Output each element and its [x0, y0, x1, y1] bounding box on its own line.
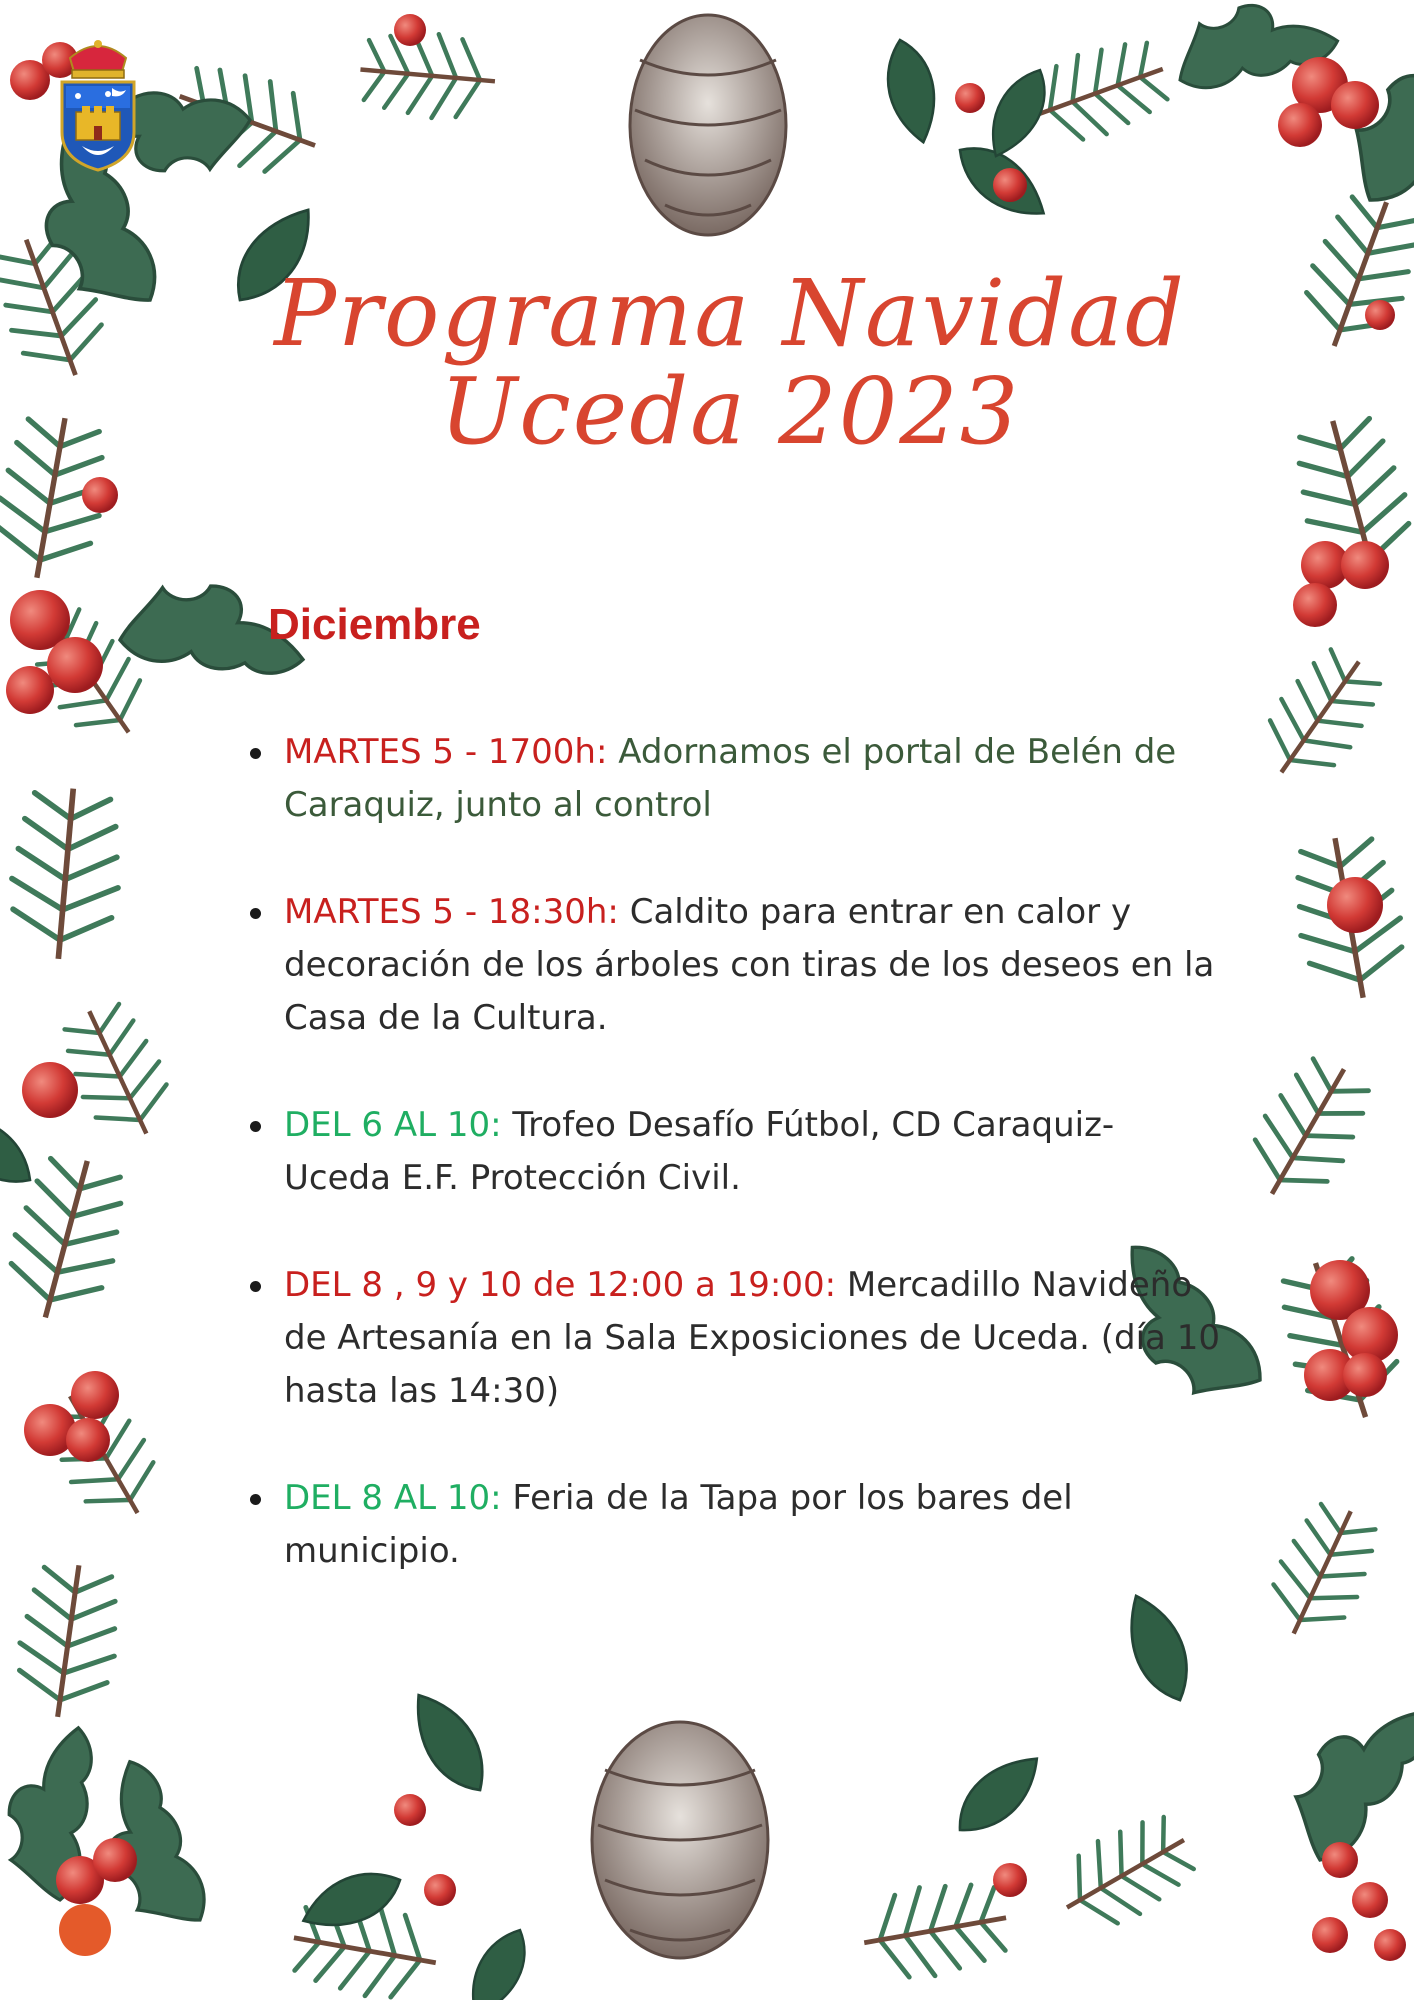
event-label: MARTES 5 - 1700h: [284, 732, 619, 772]
event-description: Mercadillo Navideño de Artesanía en la Sala Exposiciones de Uceda. (día 10 hasta las 14:30) [284, 1265, 1220, 1411]
bullet-icon [250, 1121, 261, 1132]
pinecone-icon [630, 15, 786, 235]
bullet-icon [250, 908, 261, 919]
title-line-2: Uceda 2023 [439, 358, 1021, 465]
event-label: DEL 8 AL 10: [284, 1478, 513, 1518]
list-item [240, 1472, 1220, 1578]
municipal-coat-of-arms-icon [56, 36, 140, 172]
month-heading: Diciembre [268, 600, 481, 649]
event-description: Caldito para entrar en calor y decoración de los árboles con tiras de los deseos en la Casa de la Cultura. [284, 892, 1215, 1038]
event-list [240, 726, 1220, 1578]
bullet-icon [250, 1494, 261, 1505]
list-item [240, 1099, 1220, 1205]
title-line-1: Programa Navidad [274, 260, 1186, 367]
list-item [240, 886, 1220, 1045]
bullet-icon [250, 1281, 261, 1292]
event-label: MARTES 5 - 18:30h: [284, 892, 630, 932]
pinecone-icon [592, 1722, 768, 1958]
event-description: Feria de la Tapa por los bares del municipio. [284, 1478, 1073, 1571]
event-label: DEL 6 AL 10: [284, 1105, 513, 1145]
bullet-icon [250, 748, 261, 759]
list-item [240, 1259, 1220, 1418]
page-title [240, 260, 1220, 465]
list-item [240, 726, 1220, 832]
event-description: Trofeo Desafío Fútbol, CD Caraquiz-Uceda E.F. Protección Civil. [284, 1105, 1115, 1198]
event-description: Adornamos el portal de Belén de Caraquiz, junto al control [284, 732, 1177, 825]
event-label: DEL 8 , 9 y 10 de 12:00 a 19:00: [284, 1265, 847, 1305]
